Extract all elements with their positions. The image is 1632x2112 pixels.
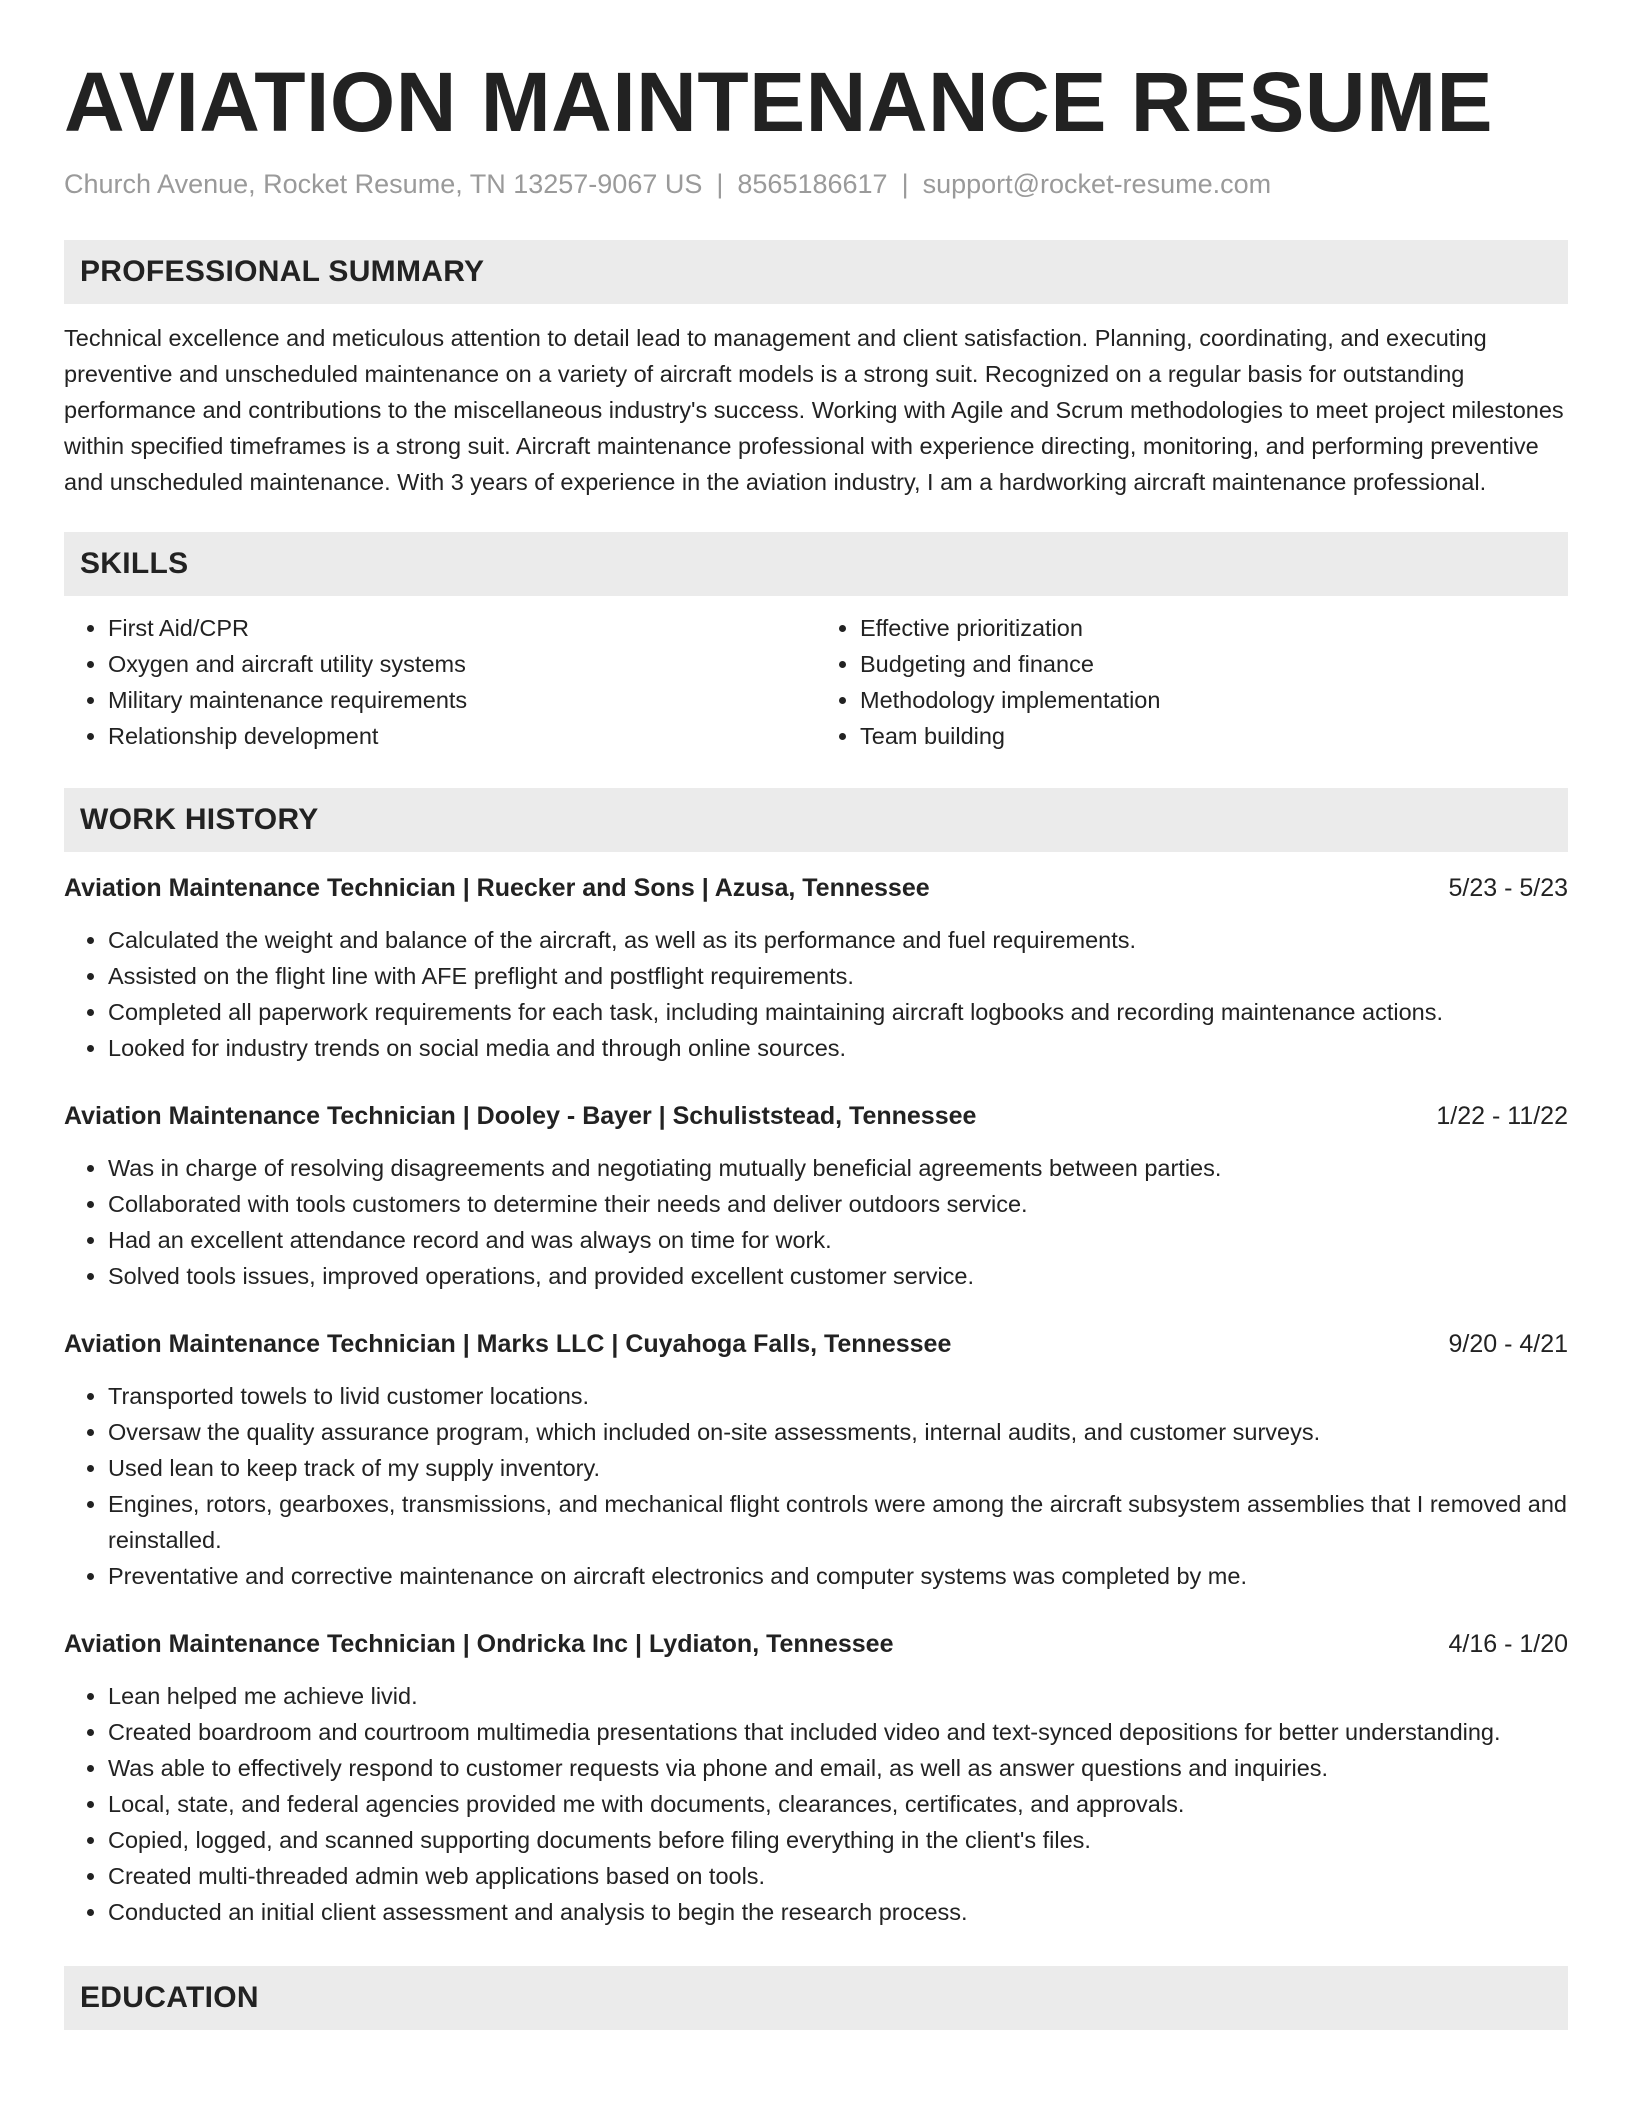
section-header-education: EDUCATION <box>64 1966 1568 2030</box>
job-bullet: • Preventative and corrective maintenance on aircraft electronics and computer systems was completed by me. <box>108 1558 1568 1594</box>
job-bullet: • Calculated the weight and balance of the aircraft, as well as its performance and fuel requirements. <box>108 922 1568 958</box>
job-header <box>64 870 1568 906</box>
skills-list <box>64 610 1568 754</box>
skill-item: • Team building <box>860 718 1568 754</box>
job-heading: Aviation Maintenance Technician | Dooley - Bayer | Schuliststead, Tennessee <box>64 1102 977 1130</box>
skill-item: • Effective prioritization <box>860 610 1568 646</box>
skills-column-right <box>816 610 1568 754</box>
contact-line <box>64 166 1568 202</box>
skill-item: • Relationship development <box>108 718 816 754</box>
job-bullet: • Created multi-threaded admin web applications based on tools. <box>108 1858 1568 1894</box>
job-dates: 1/22 - 11/22 <box>1436 1102 1568 1130</box>
job-bullet: • Was in charge of resolving disagreements and negotiating mutually beneficial agreements between parties. <box>108 1150 1568 1186</box>
job-bullet: • Looked for industry trends on social media and through online sources. <box>108 1030 1568 1066</box>
job-heading: Aviation Maintenance Technician | Ondricka Inc | Lydiaton, Tennessee <box>64 1630 894 1658</box>
job-bullets <box>64 922 1568 1066</box>
job-bullets <box>64 1378 1568 1594</box>
job-entry <box>64 1326 1568 1594</box>
job-bullet: • Was able to effectively respond to customer requests via phone and email, as well as answer questions and inquiries. <box>108 1750 1568 1786</box>
job-bullet: • Solved tools issues, improved operations, and provided excellent customer service. <box>108 1258 1568 1294</box>
job-header <box>64 1326 1568 1362</box>
resume-title: AVIATION MAINTENANCE RESUME <box>64 55 1494 149</box>
section-header-skills: SKILLS <box>64 532 1568 596</box>
skill-item: • Methodology implementation <box>860 682 1568 718</box>
section-header-summary: PROFESSIONAL SUMMARY <box>64 240 1568 304</box>
skill-item: • Oxygen and aircraft utility systems <box>108 646 816 682</box>
job-bullet: • Local, state, and federal agencies provided me with documents, clearances, certificates, and approvals. <box>108 1786 1568 1822</box>
job-bullet: • Completed all paperwork requirements for each task, including maintaining aircraft logbooks and recording maintenance actions. <box>108 994 1568 1030</box>
skill-item: • Budgeting and finance <box>860 646 1568 682</box>
skills-column-left <box>64 610 816 754</box>
job-bullet: • Copied, logged, and scanned supporting documents before filing everything in the client's files. <box>108 1822 1568 1858</box>
job-bullet: • Engines, rotors, gearboxes, transmissions, and mechanical flight controls were among the aircraft subsystem assemblies that I removed and reinstalled. <box>108 1486 1568 1558</box>
job-header <box>64 1626 1568 1662</box>
contact-phone[interactable]: 8565186617 <box>737 169 888 199</box>
job-bullet: • Oversaw the quality assurance program, which included on-site assessments, internal audits, and customer surveys. <box>108 1414 1568 1450</box>
job-bullet: • Transported towels to livid customer locations. <box>108 1378 1568 1414</box>
summary-text: Technical excellence and meticulous attention to detail lead to management and client satisfaction. Planning, coordinating, and executing preventive and unscheduled maintenance on a variety of aircraft models is a strong suit. Recognized on a regular basis for outstanding performance and contributions to the miscellaneous industry's success. Working with Agile and Scrum methodologies to meet project milestones within specified timeframes is a strong suit. Aircraft maintenance professional with experience directing, monitoring, and performing preventive and unscheduled maintenance. With 3 years of experience in the aviation industry, I am a hardworking aircraft maintenance professional. <box>64 325 1564 495</box>
job-bullet: • Assisted on the flight line with AFE preflight and postflight requirements. <box>108 958 1568 994</box>
job-header <box>64 1098 1568 1134</box>
job-bullet: • Created boardroom and courtroom multimedia presentations that included video and text-synced depositions for better understanding. <box>108 1714 1568 1750</box>
job-bullet: • Conducted an initial client assessment and analysis to begin the research process. <box>108 1894 1568 1930</box>
job-dates: 9/20 - 4/21 <box>1448 1330 1568 1358</box>
contact-separator: | <box>901 169 909 199</box>
skill-item: • First Aid/CPR <box>108 610 816 646</box>
job-dates: 5/23 - 5/23 <box>1448 874 1568 902</box>
section-header-work: WORK HISTORY <box>64 788 1568 852</box>
job-entry <box>64 1626 1568 1930</box>
job-entry <box>64 1098 1568 1294</box>
job-bullets <box>64 1678 1568 1930</box>
job-bullet: • Had an excellent attendance record and was always on time for work. <box>108 1222 1568 1258</box>
skill-item: • Military maintenance requirements <box>108 682 816 718</box>
contact-separator: | <box>716 169 724 199</box>
job-bullet: • Collaborated with tools customers to determine their needs and deliver outdoors service. <box>108 1186 1568 1222</box>
contact-email[interactable]: support@rocket-resume.com <box>922 169 1272 199</box>
job-dates: 4/16 - 1/20 <box>1448 1630 1568 1658</box>
job-bullet: • Used lean to keep track of my supply inventory. <box>108 1450 1568 1486</box>
job-bullet: • Lean helped me achieve livid. <box>108 1678 1568 1714</box>
job-entry <box>64 870 1568 1066</box>
job-heading: Aviation Maintenance Technician | Ruecker and Sons | Azusa, Tennessee <box>64 874 930 902</box>
job-bullets <box>64 1150 1568 1294</box>
contact-address: Church Avenue, Rocket Resume, TN 13257-9067 US <box>64 169 703 199</box>
job-heading: Aviation Maintenance Technician | Marks LLC | Cuyahoga Falls, Tennessee <box>64 1330 952 1358</box>
